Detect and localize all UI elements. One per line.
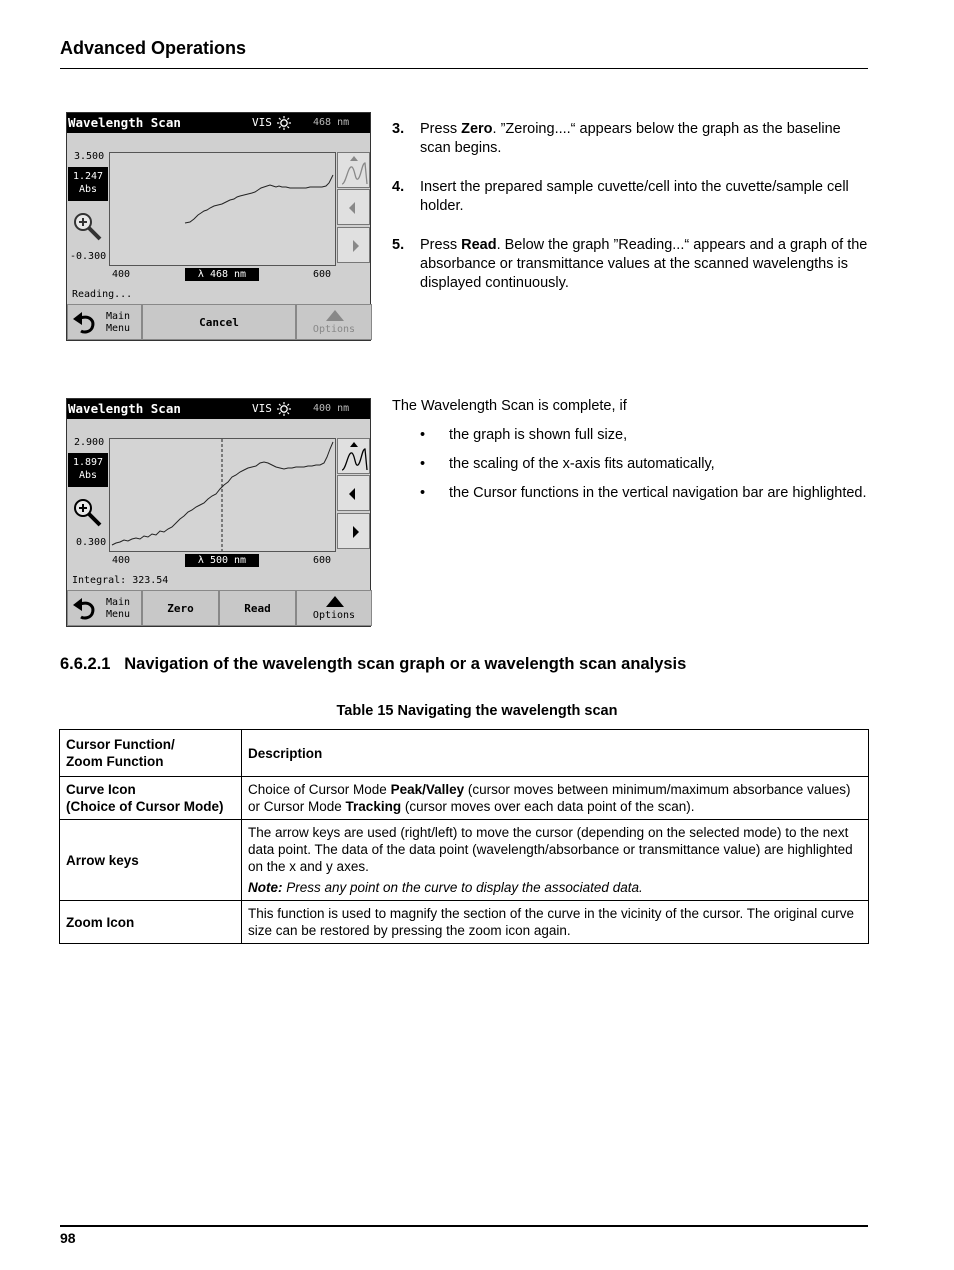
vertical-navigation-bar — [337, 438, 371, 552]
column-header-line: Zoom Function — [66, 754, 164, 769]
step-item — [392, 236, 870, 293]
description-text: (cursor moves between minimum/maximum absorbance values) or Cursor Mode — [248, 782, 851, 814]
column-header-line: Cursor Function/ — [66, 737, 175, 752]
absorbance-value: 1.897 — [72, 457, 104, 468]
step-text: . Below the graph ”Reading...“ appears and a graph of the absorbance or transmittance values at the scanned wavelengths is displayed continuously. — [420, 237, 868, 291]
bullet: • — [420, 427, 426, 443]
back-arrow-icon — [72, 311, 98, 335]
main-menu-button[interactable] — [67, 304, 142, 340]
screen-title-bar — [67, 399, 370, 419]
description-text: Choice of Cursor Mode — [248, 782, 391, 797]
absorbance-unit: Abs — [78, 470, 98, 481]
step-key: Zero — [461, 121, 493, 137]
zoom-icon[interactable] — [71, 496, 103, 528]
zero-button[interactable] — [142, 590, 219, 626]
main-menu-label-1: Main — [106, 311, 131, 322]
page-header: Advanced Operations — [60, 38, 247, 58]
cell-function — [60, 777, 242, 820]
function-detail: (Choice of Cursor Mode) — [66, 799, 224, 814]
step-number: 4. — [392, 179, 405, 195]
arrow-left-icon — [338, 476, 371, 512]
lamp-icon — [277, 116, 291, 130]
scan-complete-criteria — [392, 397, 870, 513]
table-header-row — [60, 730, 869, 777]
lamp-mode: VIS — [252, 402, 272, 415]
arrow-left-button[interactable] — [337, 475, 370, 511]
read-label: Read — [244, 602, 271, 615]
y-axis-min: 0.300 — [76, 537, 107, 548]
arrow-left-icon — [338, 190, 371, 226]
page-number: 98 — [60, 1230, 76, 1246]
list-item — [392, 484, 870, 503]
integral-readout: Integral: 323.54 — [72, 575, 169, 586]
zero-label: Zero — [167, 602, 194, 615]
screen-button-bar — [67, 304, 370, 340]
list-item-text: the graph is shown full size, — [449, 427, 628, 443]
absorbance-readout — [68, 167, 108, 201]
back-arrow-icon — [72, 597, 98, 621]
table-row — [60, 777, 869, 820]
scan-graph[interactable] — [109, 152, 336, 266]
arrow-right-button[interactable] — [337, 227, 370, 263]
arrow-left-button[interactable] — [337, 189, 370, 225]
bullet: • — [420, 456, 426, 472]
cursor-wavelength: λ 468 nm — [185, 268, 259, 281]
options-button[interactable] — [296, 590, 372, 626]
step-number: 5. — [392, 237, 405, 253]
options-label: Options — [312, 610, 356, 621]
description-text: The arrow keys are used (right/left) to move the cursor (depending on the selected mode) to the next data point. The data of the data point (wavelength/absorbance or transmittance value) are highlighted on the x and y axes. — [248, 825, 853, 874]
scan-status: Reading... — [72, 289, 133, 300]
main-menu-label-2: Menu — [106, 323, 131, 334]
cell-function: Zoom Icon — [60, 901, 242, 944]
step-item — [392, 120, 870, 158]
screen-title: Wavelength Scan — [68, 115, 181, 130]
list-item-text: the scaling of the x-axis fits automatically, — [449, 456, 715, 472]
screen-title: Wavelength Scan — [68, 401, 181, 416]
device-screen-complete — [66, 398, 371, 627]
step-number: 3. — [392, 121, 405, 137]
main-menu-label-1: Main — [106, 597, 131, 608]
table-row — [60, 820, 869, 901]
cursor-wavelength: λ 500 nm — [185, 554, 259, 567]
column-header: Description — [242, 730, 869, 777]
bullet: • — [420, 485, 426, 501]
options-up-arrow-icon — [326, 310, 344, 321]
main-menu-label-2: Menu — [106, 609, 131, 620]
arrow-right-icon — [338, 514, 371, 550]
step-text: Insert the prepared sample cuvette/cell into the cuvette/sample cell holder. — [420, 179, 849, 214]
section-number: 6.6.2.1 — [60, 655, 111, 673]
description-text: (cursor moves over each data point of the scan). — [401, 799, 695, 814]
curve-icon — [338, 153, 371, 189]
absorbance-readout — [68, 453, 108, 487]
arrow-right-button[interactable] — [337, 513, 370, 549]
options-label: Options — [312, 324, 356, 335]
list-item — [392, 455, 870, 474]
step-text: Press — [420, 121, 462, 137]
cell-function: Arrow keys — [60, 820, 242, 901]
cancel-button[interactable] — [142, 304, 296, 340]
options-up-arrow-icon — [326, 596, 344, 607]
scan-graph[interactable] — [109, 438, 336, 552]
table-caption: Table 15 Navigating the wavelength scan — [336, 703, 618, 719]
lamp-mode: VIS — [252, 116, 272, 129]
read-button[interactable] — [219, 590, 296, 626]
section-heading — [60, 655, 686, 674]
main-menu-button[interactable] — [67, 590, 142, 626]
column-header — [60, 730, 242, 777]
note — [248, 879, 862, 896]
arrow-right-icon — [338, 228, 371, 264]
y-axis-min: -0.300 — [70, 251, 107, 262]
cell-description — [242, 820, 869, 901]
cell-description — [242, 777, 869, 820]
screen-button-bar — [67, 590, 370, 626]
note-text: Press any point on the curve to display the associated data. — [282, 880, 643, 895]
cell-description: This function is used to magnify the section of the curve in the vicinity of the cursor. The original curve size can be restored by pressing the zoom icon again. — [242, 901, 869, 944]
scan-curve — [185, 175, 333, 223]
x-axis-min: 400 — [112, 555, 131, 566]
list-item — [392, 426, 870, 445]
step-key: Read — [461, 237, 497, 253]
x-axis-max: 600 — [313, 555, 332, 566]
list-item-text: the Cursor functions in the vertical navigation bar are highlighted. — [449, 485, 867, 501]
absorbance-unit: Abs — [78, 184, 98, 195]
footer-rule — [60, 1225, 868, 1227]
description-bold: Tracking — [345, 799, 402, 814]
zoom-icon[interactable] — [71, 210, 103, 242]
step-text: . ”Zeroing....“ appears below the graph as the baseline scan begins. — [420, 121, 841, 156]
lamp-icon — [277, 402, 291, 416]
step-item — [392, 178, 870, 216]
function-name: Curve Icon — [66, 782, 136, 797]
header-rule — [60, 68, 868, 69]
note-label: Note: — [248, 880, 283, 895]
device-screen-reading — [66, 112, 371, 341]
curve-icon-button[interactable] — [337, 152, 370, 188]
table-row — [60, 901, 869, 944]
vertical-navigation-bar — [337, 152, 371, 266]
step-text: Press — [420, 237, 462, 253]
y-axis-max: 3.500 — [74, 151, 105, 162]
x-axis-max: 600 — [313, 269, 332, 280]
section-title: Navigation of the wavelength scan graph or a wavelength scan analysis — [124, 655, 687, 673]
procedure-steps — [392, 120, 870, 313]
options-button[interactable] — [296, 304, 372, 340]
description-bold: Peak/Valley — [390, 782, 465, 797]
cancel-label: Cancel — [199, 316, 239, 329]
absorbance-value: 1.247 — [72, 171, 104, 182]
criteria-intro: The Wavelength Scan is complete, if — [392, 398, 627, 414]
criteria-list — [392, 426, 870, 503]
navigation-table — [59, 729, 869, 944]
screen-title-bar — [67, 113, 370, 133]
y-axis-max: 2.900 — [74, 437, 105, 448]
curve-icon-button[interactable] — [337, 438, 370, 474]
curve-icon — [338, 439, 371, 475]
current-wavelength: 400 nm — [313, 403, 350, 414]
current-wavelength: 468 nm — [313, 117, 350, 128]
x-axis-min: 400 — [112, 269, 131, 280]
